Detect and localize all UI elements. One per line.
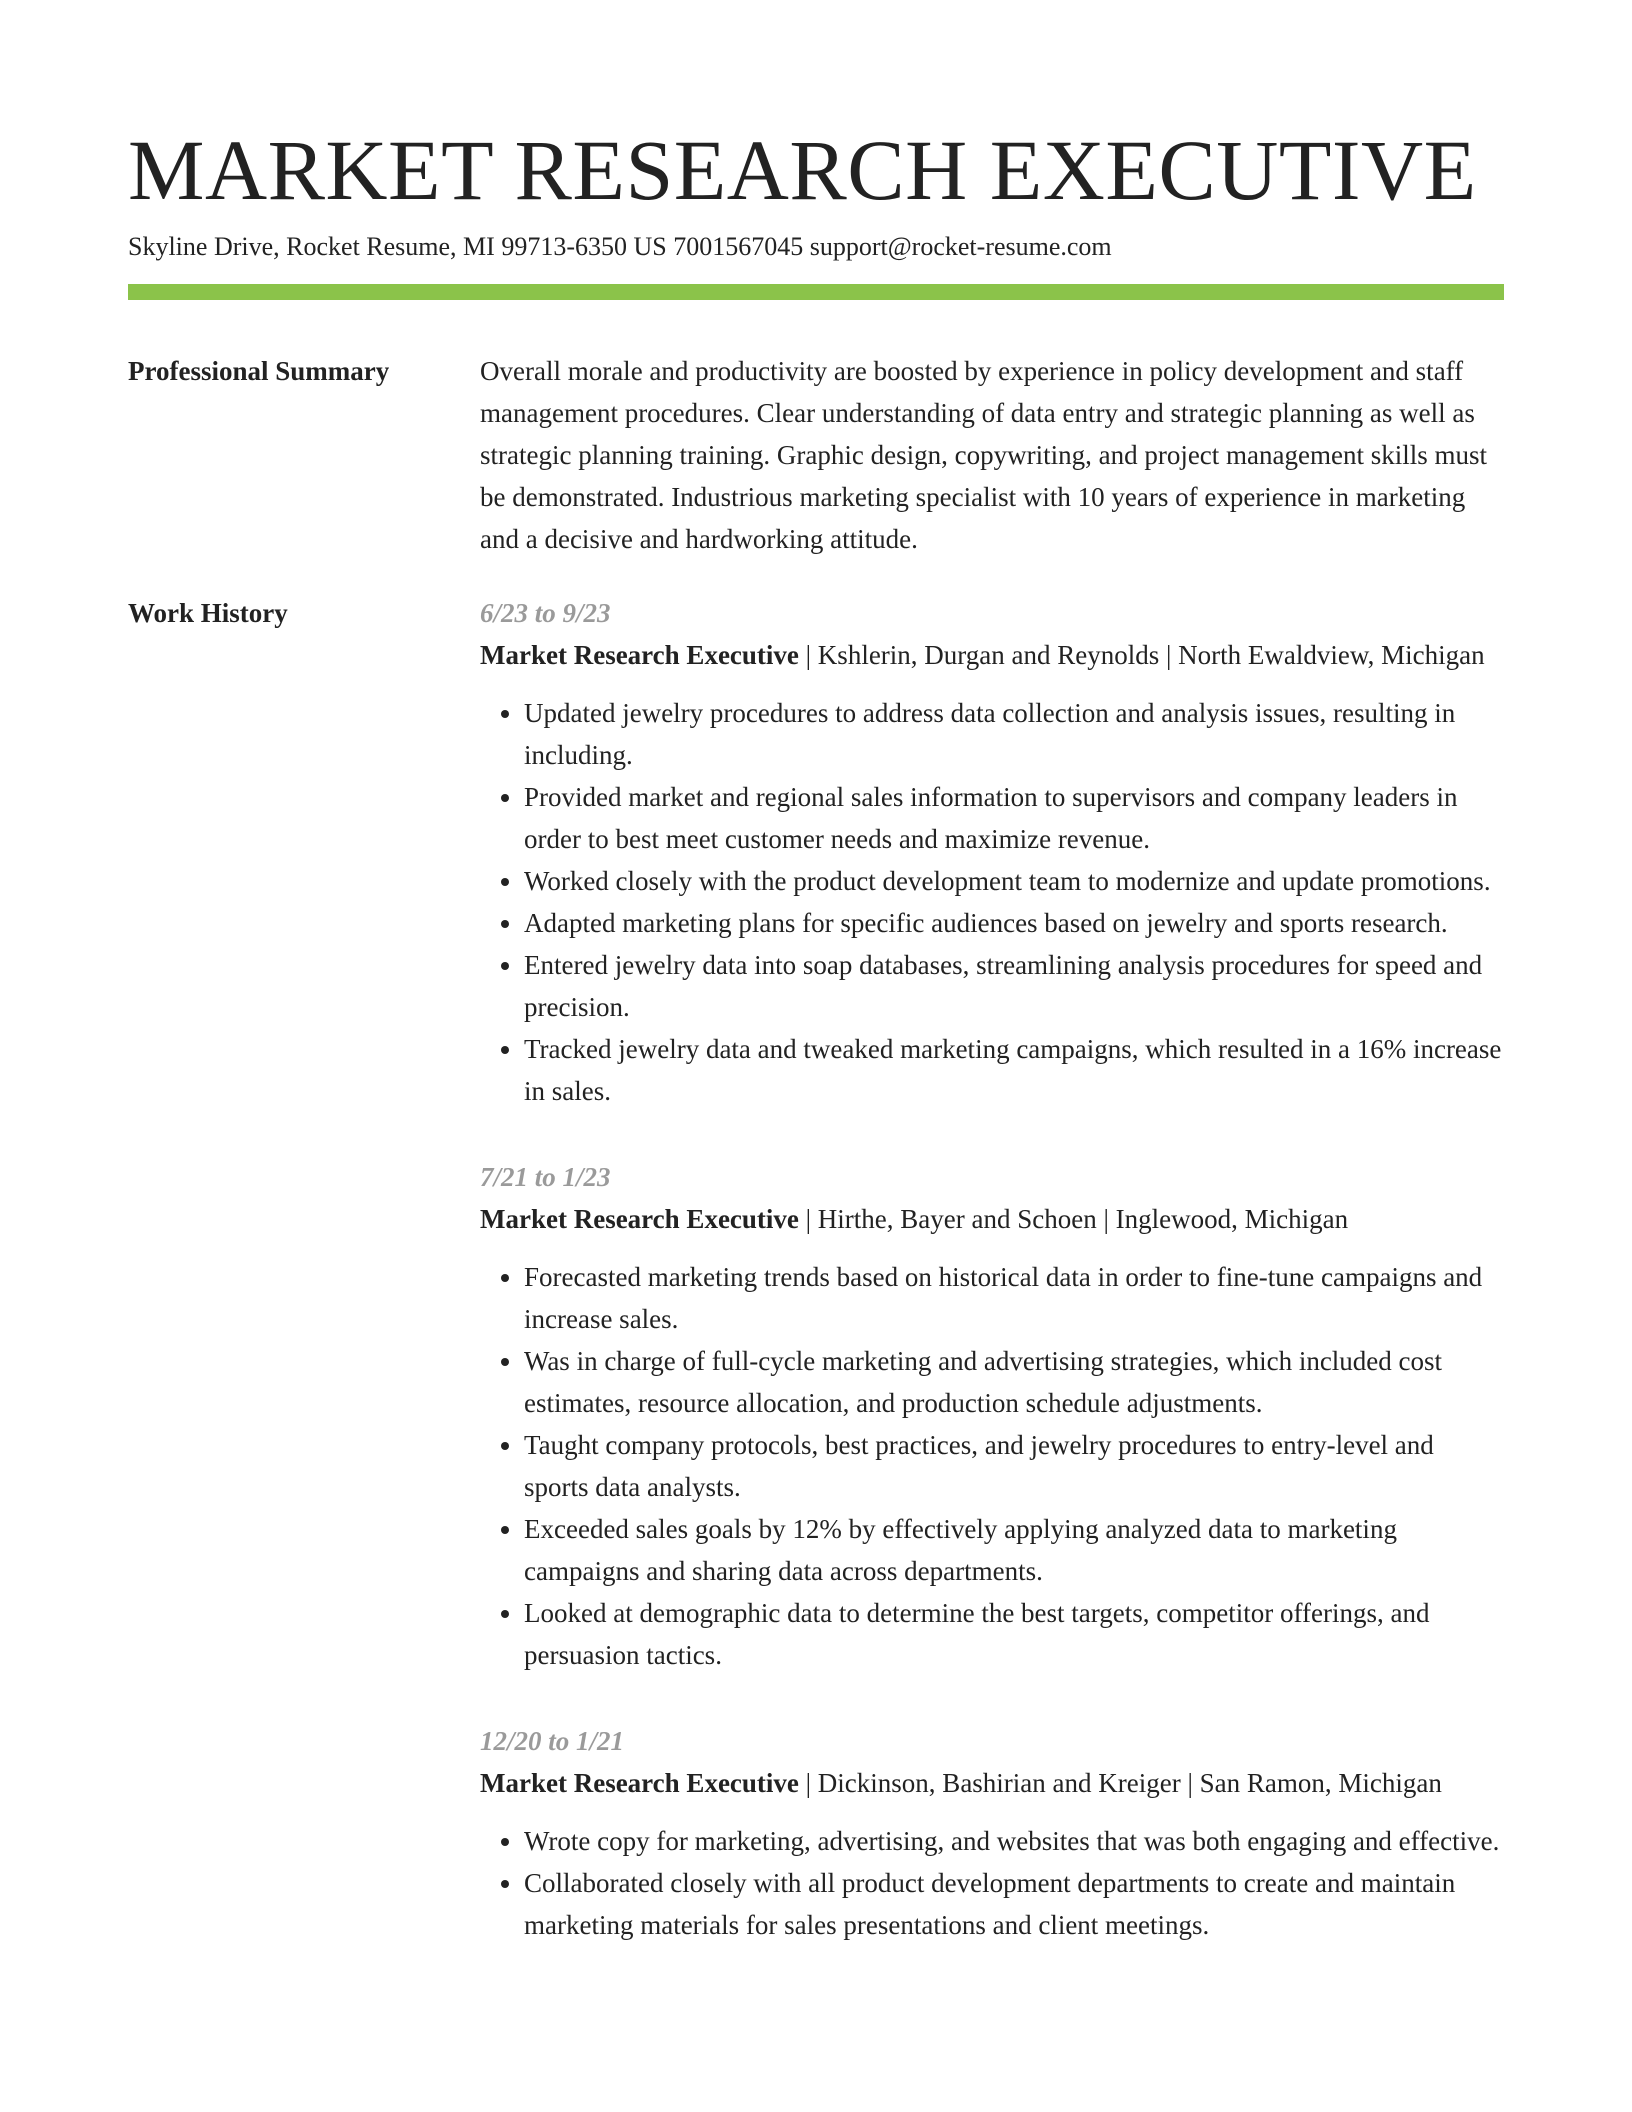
job-bullet: • Taught company protocols, best practices, and jewelry procedures to entry-level and sports data analysts.	[524, 1424, 1504, 1508]
job-title: Market Research Executive	[480, 1768, 799, 1798]
job-entry	[480, 592, 1504, 1112]
job-bullet: • Adapted marketing plans for specific audiences based on jewelry and sports research.	[524, 902, 1504, 944]
job-entry	[480, 1156, 1504, 1676]
job-bullet: • Worked closely with the product development team to modernize and update promotions.	[524, 860, 1504, 902]
job-bullet-list	[480, 1820, 1504, 1946]
summary-section	[128, 350, 1504, 560]
job-title: Market Research Executive	[480, 640, 799, 670]
job-company-location: | Hirthe, Bayer and Schoen | Inglewood, Michigan	[798, 1204, 1349, 1234]
resume-name-heading: MARKET RESEARCH EXECUTIVE	[128, 122, 1477, 218]
work-history-section	[128, 592, 1504, 1990]
job-title-line	[480, 634, 1504, 676]
work-history-body	[480, 592, 1504, 1990]
job-dates: 7/21 to 1/23	[480, 1162, 611, 1192]
job-bullet: • Was in charge of full-cycle marketing and advertising strategies, which included cost estimates, resource allocation, and production schedule adjustments.	[524, 1340, 1504, 1424]
job-entry	[480, 1720, 1504, 1946]
job-bullet-list	[480, 692, 1504, 1112]
job-company-location: | Dickinson, Bashirian and Kreiger | San Ramon, Michigan	[798, 1768, 1442, 1798]
contact-line: Skyline Drive, Rocket Resume, MI 99713-6350 US 7001567045 support@rocket-resume.com	[128, 232, 1112, 261]
job-title-line	[480, 1762, 1504, 1804]
job-title-line	[480, 1198, 1504, 1240]
job-bullet: • Looked at demographic data to determine the best targets, competitor offerings, and persuasion tactics.	[524, 1592, 1504, 1676]
job-title: Market Research Executive	[480, 1204, 799, 1234]
header-divider	[128, 284, 1504, 300]
job-bullet: • Forecasted marketing trends based on historical data in order to fine-tune campaigns and increase sales.	[524, 1256, 1504, 1340]
resume-page	[128, 0, 1504, 1990]
work-history-heading: Work History	[128, 598, 288, 628]
job-company-location: | Kshlerin, Durgan and Reynolds | North Ewaldview, Michigan	[798, 640, 1485, 670]
job-dates: 6/23 to 9/23	[480, 598, 611, 628]
job-bullet-list	[480, 1256, 1504, 1676]
job-bullet: • Exceeded sales goals by 12% by effectively applying analyzed data to marketing campaigns and sharing data across departments.	[524, 1508, 1504, 1592]
job-bullet: • Wrote copy for marketing, advertising, and websites that was both engaging and effective.	[524, 1820, 1504, 1862]
job-bullet: • Provided market and regional sales information to supervisors and company leaders in order to best meet customer needs and maximize revenue.	[524, 776, 1504, 860]
summary-heading: Professional Summary	[128, 356, 390, 386]
job-bullet: • Tracked jewelry data and tweaked marketing campaigns, which resulted in a 16% increase in sales.	[524, 1028, 1504, 1112]
job-dates: 12/20 to 1/21	[480, 1726, 625, 1756]
job-bullet: • Entered jewelry data into soap databases, streamlining analysis procedures for speed and precision.	[524, 944, 1504, 1028]
job-bullet: • Collaborated closely with all product development departments to create and maintain marketing materials for sales presentations and client meetings.	[524, 1862, 1504, 1946]
summary-text: Overall morale and productivity are boosted by experience in policy development and staff management procedures. Clear understanding of data entry and strategic planning as well as strategic planning training. Graphic design, copywriting, and project management skills must be demonstrated. Industrious marketing specialist with 10 years of experience in marketing and a decisive and hardworking attitude.	[480, 356, 1488, 554]
job-bullet: • Updated jewelry procedures to address data collection and analysis issues, resulting in including.	[524, 692, 1504, 776]
